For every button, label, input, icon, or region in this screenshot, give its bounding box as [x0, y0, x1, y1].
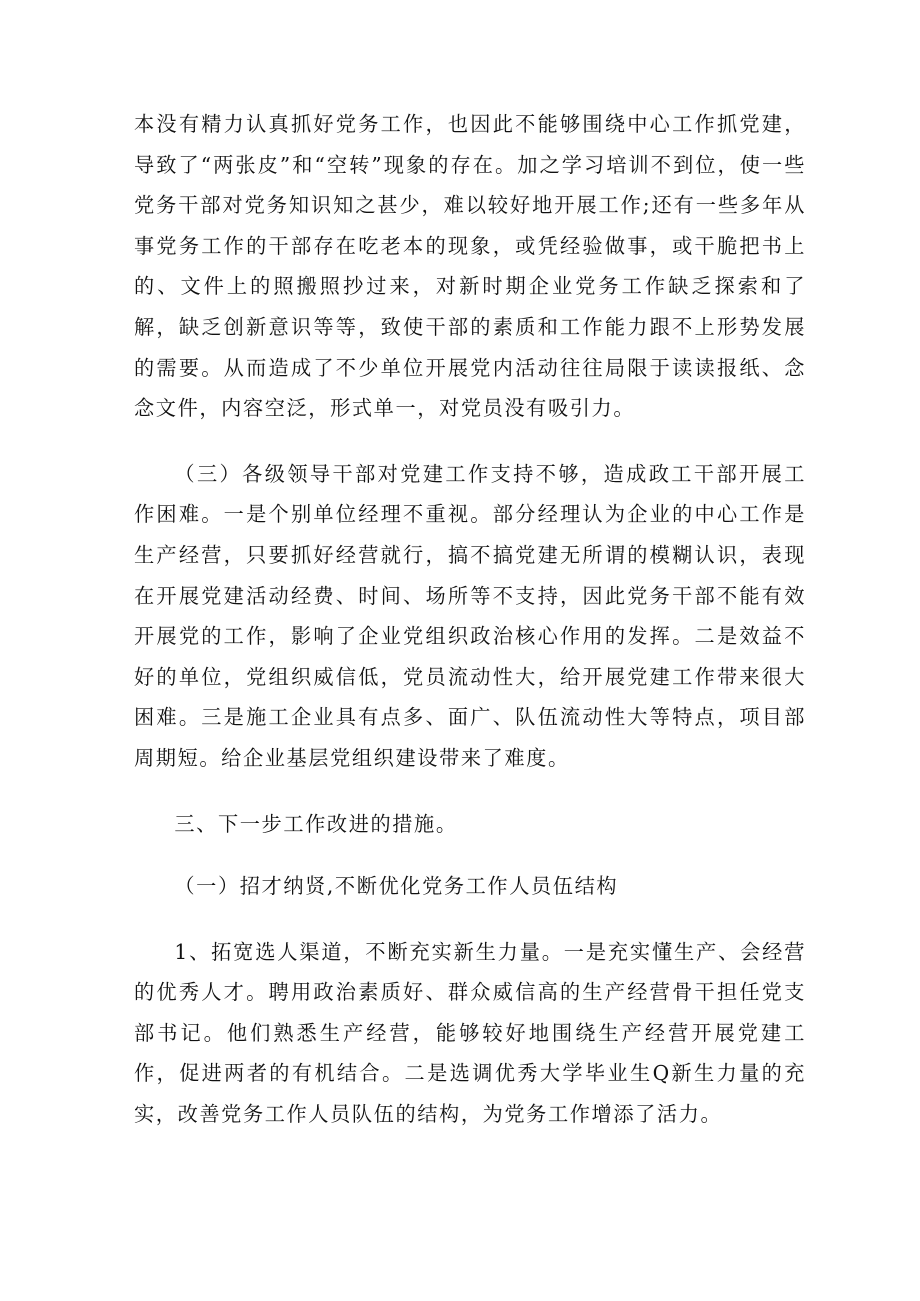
subheading-recruit-talent: （一）招才纳贤,不断优化党务工作人员伍结构	[174, 874, 619, 899]
paragraph-broaden-selection: 1、拓宽选人渠道，不断充实新生力量。一是充实懂生产、会经营的优秀人才。聘用政治素质好、群众威信高的生产经营骨干担任党支部书记。他们熟悉生产经营，能够较好地围绕生产经营开展党建工作，促进两者的有机结合。二是选调优秀大学毕业生Q新生力量的充实，改善党务工作人员队伍的结构，为党务工作增添了活力。	[134, 939, 806, 1127]
paragraph-continuation: 本没有精力认真抓好党务工作，也因此不能够围绕中心工作抓党建，导致了“两张皮”和“空转”现象的存在。加之学习培训不到位，使一些党务干部对党务知识知之甚少，难以较好地开展工作;还有一些多年从事党务工作的干部存在吃老本的现象，或凭经验做事，或干脆把书上的、文件上的照搬照抄过来，对新时期企业党务工作缺乏探索和了解，缺乏创新意识等等，致使干部的素质和工作能力跟不上形势发展的需要。从而造成了不少单位开展党内活动往往局限于读读报纸、念念文件，内容空泛，形式单一，对党员没有吸引力。	[134, 112, 806, 421]
paragraph-section-3-problem: （三）各级领导干部对党建工作支持不够，造成政工干部开展工作困难。一是个别单位经理不重视。部分经理认为企业的中心工作是生产经营，只要抓好经营就行，搞不搞党建无所谓的模糊认识，表现在开展党建活动经费、时间、场所等不支持，因此党务干部不能有效开展党的工作，影响了企业党组织政治核心作用的发挥。二是效益不好的单位，党组织威信低，党员流动性大，给开展党建工作带来很大困难。三是施工企业具有点多、面广、队伍流动性大等特点，项目部周期短。给企业基层党组织建设带来了难度。	[134, 461, 806, 770]
section-heading-improvement-measures: 三、下一步工作改进的措施。	[174, 811, 458, 836]
document-body	[134, 104, 806, 1135]
